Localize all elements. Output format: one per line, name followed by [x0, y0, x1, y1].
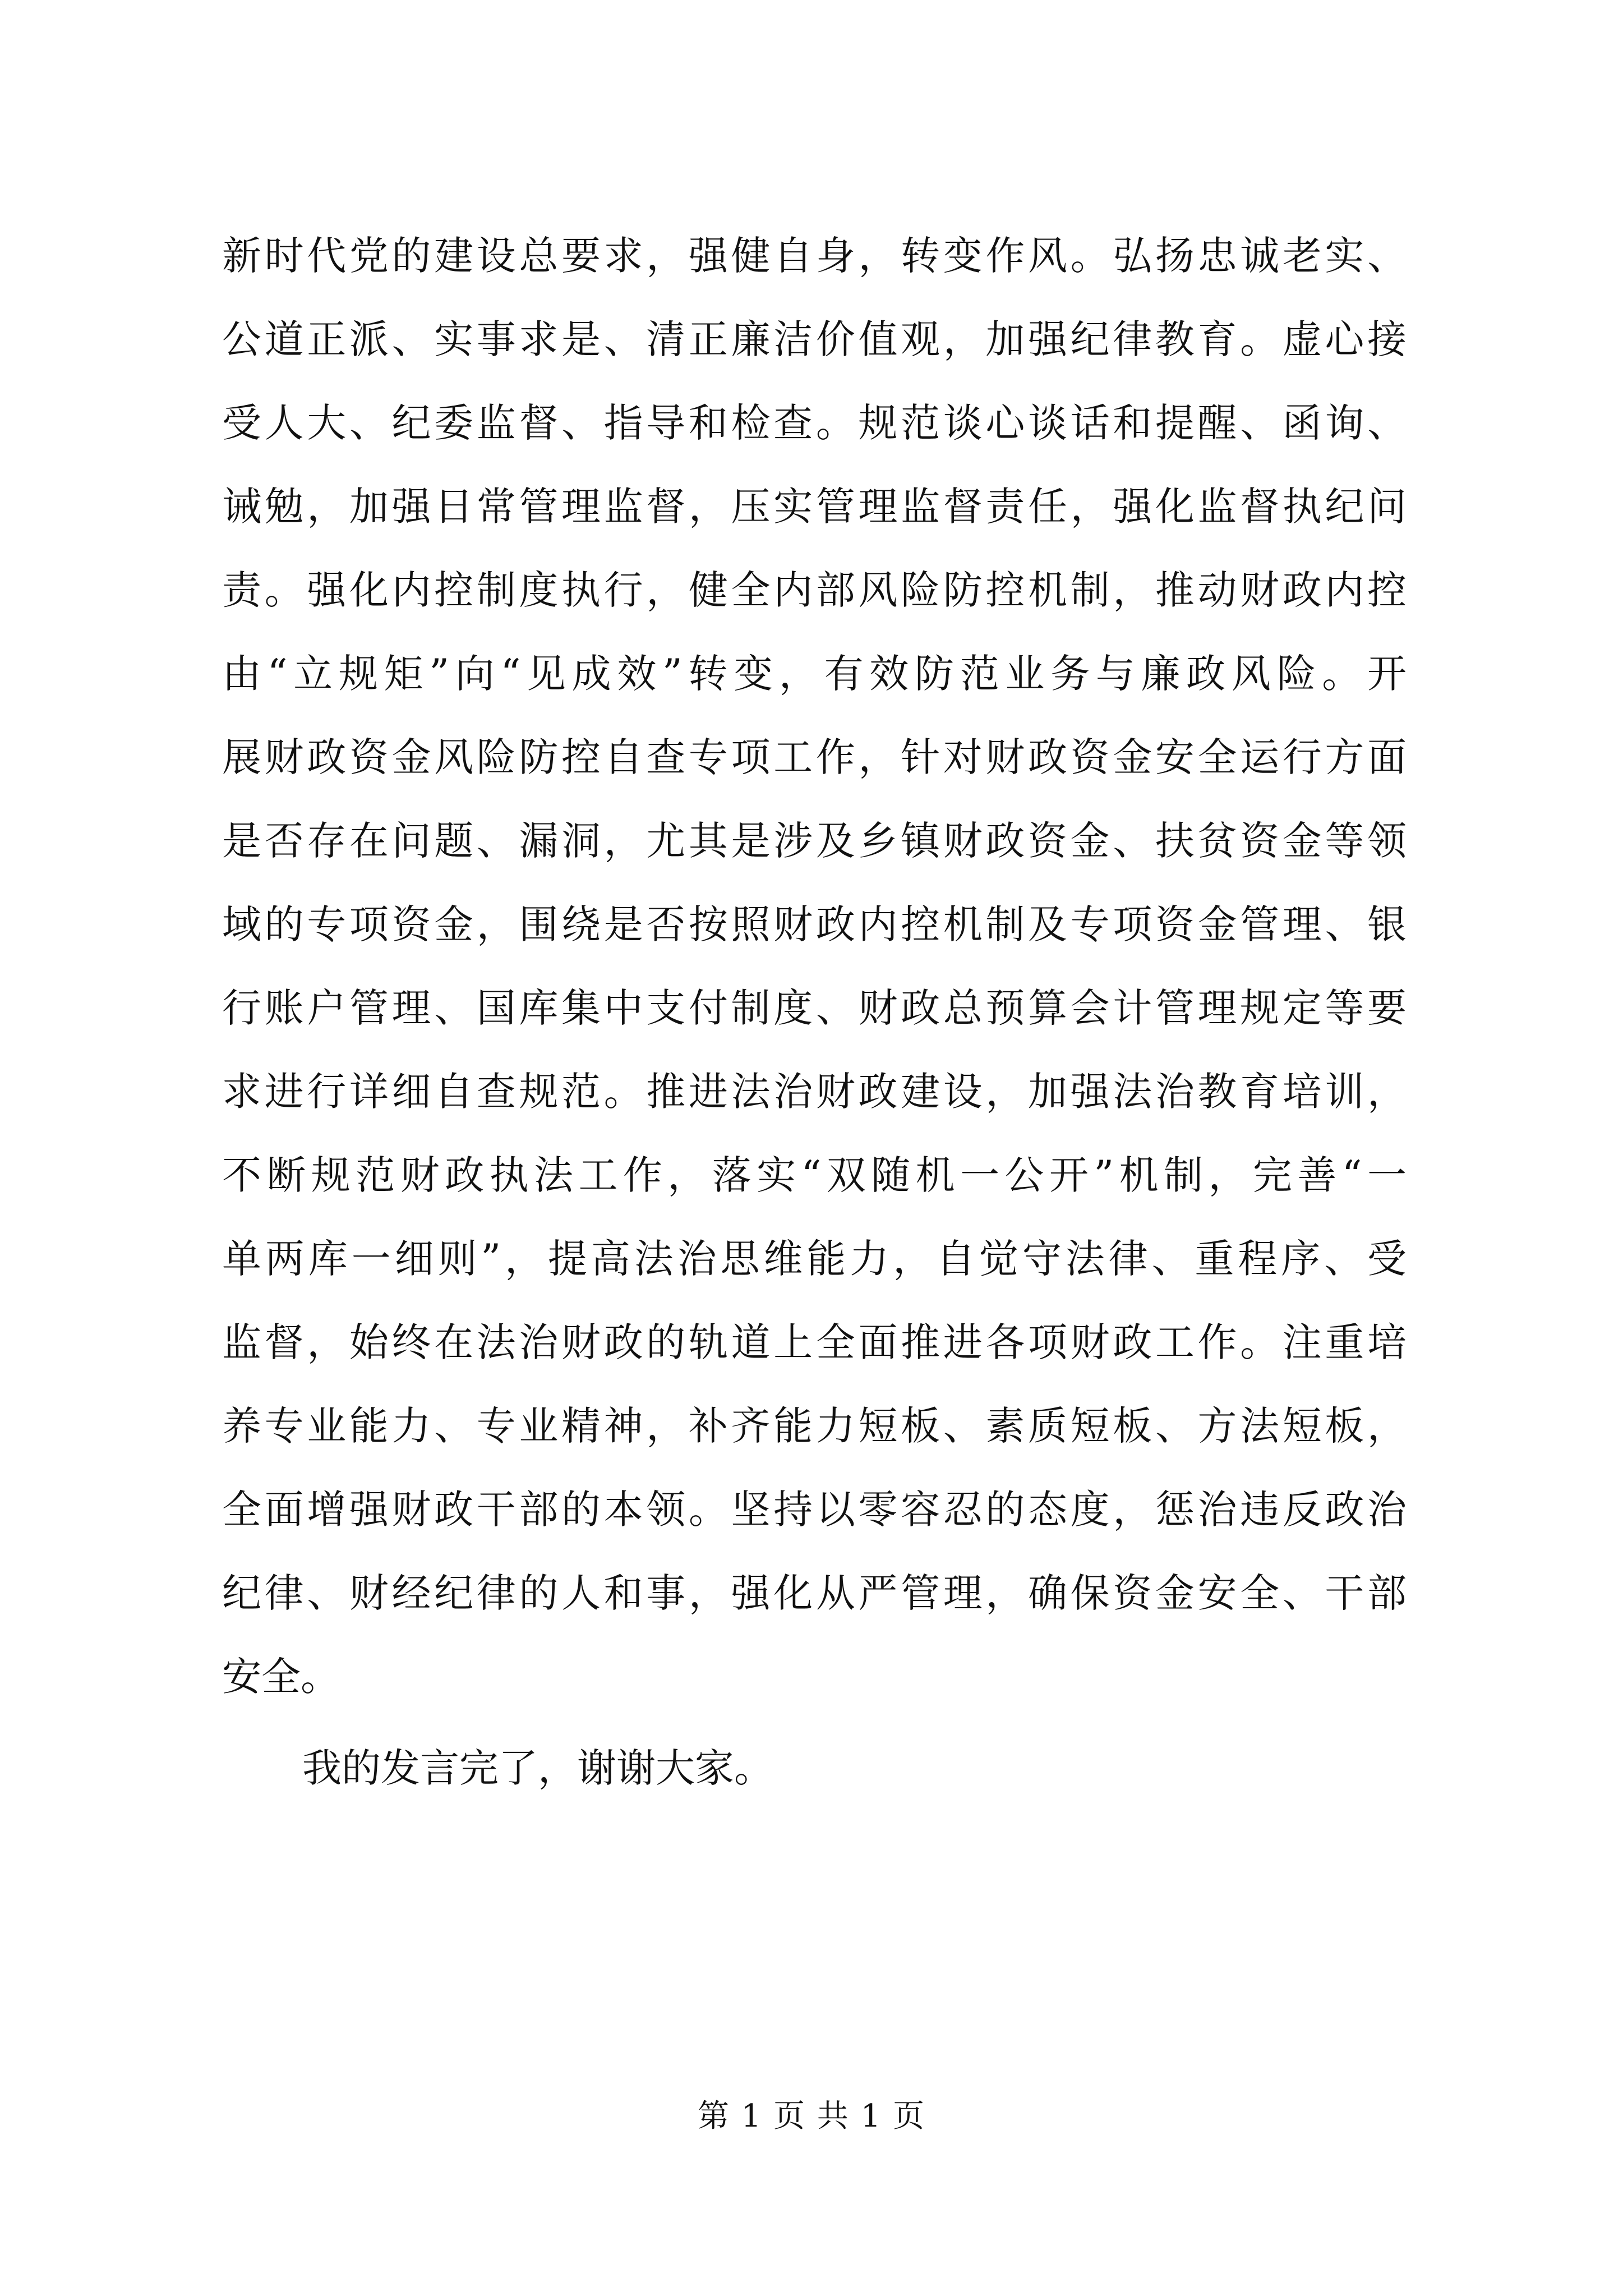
- body-line: 域的专项资金，围绕是否按照财政内控机制及专项资金管理、银: [222, 901, 1407, 947]
- body-line: 监督，始终在法治财政的轨道上全面推进各项财政工作。注重培: [222, 1319, 1407, 1365]
- body-line: 展财政资金风险防控自查专项工作，针对财政资金安全运行方面: [222, 734, 1407, 780]
- body-line: 公道正派、实事求是、清正廉洁价值观，加强纪律教育。虚心接: [222, 316, 1407, 362]
- body-line-last: 安全。: [222, 1654, 340, 1700]
- body-line: 由“立规矩”向“见成效”转变，有效防范业务与廉政风险。开: [222, 651, 1407, 697]
- body-text: [222, 214, 1407, 1810]
- body-line: 诫勉，加强日常管理监督，压实管理监督责任，强化监督执纪问: [222, 484, 1407, 530]
- body-line: 求进行详细自查规范。推进法治财政建设，加强法治教育培训，: [222, 1069, 1407, 1115]
- closing-remark: 我的发言完了，谢谢大家。: [302, 1745, 773, 1791]
- body-line: 受人大、纪委监督、指导和检查。规范谈心谈话和提醒、函询、: [222, 400, 1407, 446]
- body-line: 是否存在问题、漏洞，尤其是涉及乡镇财政资金、扶贫资金等领: [222, 818, 1407, 864]
- body-line: 单两库一细则”，提高法治思维能力，自觉守法律、重程序、受: [222, 1236, 1407, 1282]
- page-number-footer: 第 1 页 共 1 页: [697, 2098, 926, 2134]
- body-line: 新时代党的建设总要求，强健自身，转变作风。弘扬忠诚老实、: [222, 233, 1407, 279]
- body-line: 行账户管理、国库集中支付制度、财政总预算会计管理规定等要: [222, 985, 1407, 1031]
- body-line: 全面增强财政干部的本领。坚持以零容忍的态度，惩治违反政治: [222, 1487, 1407, 1533]
- body-line: 养专业能力、专业精神，补齐能力短板、素质短板、方法短板，: [222, 1403, 1407, 1449]
- body-line: 责。强化内控制度执行，健全内部风险防控机制，推动财政内控: [222, 567, 1407, 613]
- body-line: 纪律、财经纪律的人和事，强化从严管理，确保资金安全、干部: [222, 1570, 1407, 1616]
- body-line: 不断规范财政执法工作，落实“双随机一公开”机制，完善“一: [222, 1152, 1407, 1198]
